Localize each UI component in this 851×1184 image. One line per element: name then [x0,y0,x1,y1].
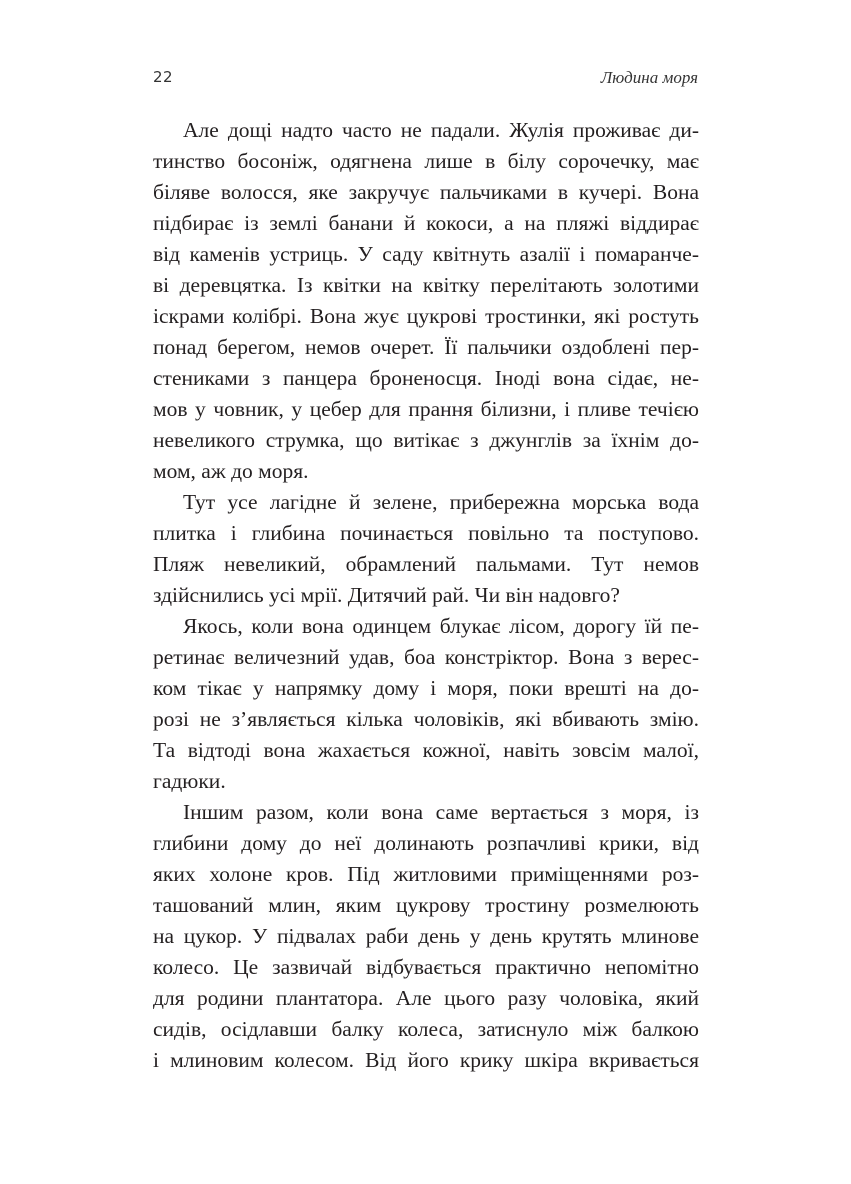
text-line: сидів, осідлавши балку колеса, затиснуло між балкою [153,1017,699,1041]
text-line: мов у човник, у цебер для прання білизни, і пливе течією [153,397,699,421]
text-line: біляве волосся, яке закручує пальчиками в кучері. Вона [153,180,699,204]
paragraph-1 [153,115,699,487]
text-line: ретинає величезний удав, боа констріктор. Вона з верес- [153,645,699,669]
text-line: іскрами колібрі. Вона жує цукрові тростинки, які ростуть [153,304,699,328]
text-line: від каменів устриць. У саду квітнуть азалії і помаранче- [153,242,699,266]
text-line: здійснились усі мрії. Дитячий рай. Чи він надовго? [153,583,620,607]
paragraph-2 [153,487,699,611]
text-line: ташований млин, яким цукрову тростину розмелюють [153,893,699,917]
text-line: ві деревцятка. Із квітки на квітку перелітають золотими [153,273,699,297]
text-line: плитка і глибина починається повільно та поступово. [153,521,699,545]
body-text [153,115,699,1076]
text-line: Пляж невеликий, обрамлений пальмами. Тут немов [153,552,699,576]
text-line: і млиновим колесом. Від його крику шкіра вкривається [153,1048,699,1072]
text-line: Але дощі надто часто не падали. Жулія проживає ди- [183,118,699,142]
text-line: підбирає із землі банани й кокоси, а на пляжі віддирає [153,211,699,235]
text-line: розі не з’являється кілька чоловіків, які вбивають змію. [153,707,699,731]
running-title: Людина моря [600,68,698,87]
text-line: ком тікає у напрямку дому і моря, поки врешті на до- [153,676,699,700]
text-line: Та відтоді вона жахається кожної, навіть зовсім малої, [153,738,699,762]
text-line: колесо. Це зазвичай відбувається практично непомітно [153,955,699,979]
text-line: яких холоне кров. Під житловими приміщеннями роз- [153,862,699,886]
text-line: на цукор. У підвалах раби день у день крутять млинове [153,924,699,948]
text-line: Тут усе лагідне й зелене, прибережна морська вода [183,490,699,514]
text-line: тинство босоніж, одягнена лише в білу сорочечку, має [153,149,699,173]
text-line: гадюки. [153,769,226,793]
text-line: невеликого струмка, що витікає з джунглів за їхнім до- [153,428,699,452]
page-header [153,68,698,92]
page-number: 22 [153,68,174,86]
text-line: понад берегом, немов очерет. Її пальчики оздоблені пер- [153,335,699,359]
text-line: глибини дому до неї долинають розпачливі крики, від [153,831,699,855]
text-line: мом, аж до моря. [153,459,309,483]
text-line: стениками з панцера броненосця. Іноді вона сідає, не- [153,366,699,390]
text-line: Іншим разом, коли вона саме вертається з моря, із [183,800,699,824]
text-line: Якось, коли вона одинцем блукає лісом, дорогу їй пе- [183,614,699,638]
paragraph-3 [153,611,699,797]
paragraph-4 [153,797,699,1076]
text-line: для родини плантатора. Але цього разу чоловіка, який [153,986,699,1010]
